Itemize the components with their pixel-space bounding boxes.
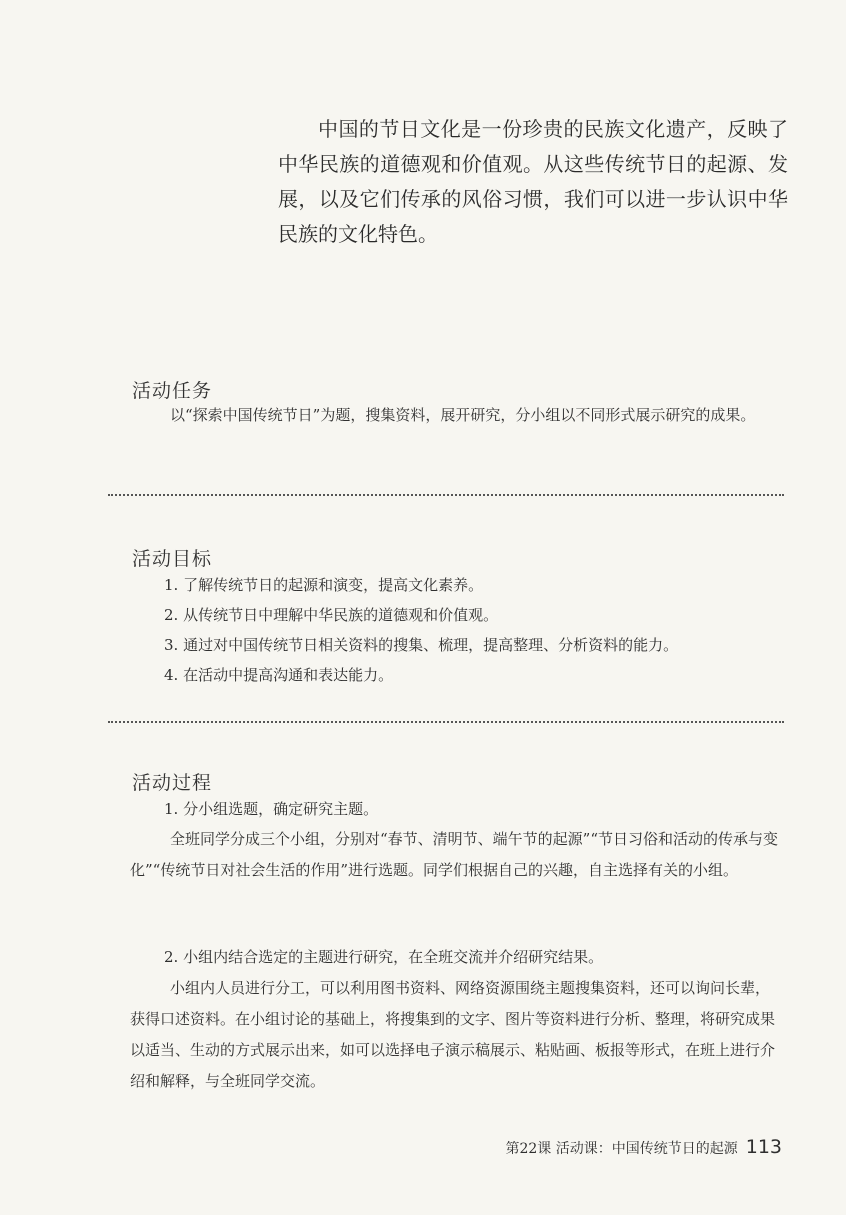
- footer-lesson-title: 第22课 活动课：中国传统节日的起源: [505, 1141, 738, 1157]
- goal-item: 2. 从传统节日中理解中华民族的道德观和价值观。: [164, 606, 499, 624]
- process-step1-title: 1. 分小组选题，确定研究主题。: [164, 800, 379, 818]
- task-text: 以“探索中国传统节日”为题，搜集资料，展开研究，分小组以不同形式展示研究的成果。: [170, 406, 756, 424]
- intro-paragraph: 中国的节日文化是一份珍贵的民族文化遗产，反映了中华民族的道德观和价值观。从这些传统节日的起源、发展，以及它们传承的风俗习惯，我们可以进一步认识中华民族的文化特色。: [278, 117, 788, 246]
- process-step1-text: 全班同学分成三个小组，分别对“春节、清明节、端午节的起源”“节日习俗和活动的传承与变化”“传统节日对社会生活的作用”进行选题。同学们根据自己的兴趣，自主选择有关的小组。: [130, 830, 779, 879]
- task-heading: 活动任务: [132, 380, 213, 402]
- process-step2-title: 2. 小组内结合选定的主题进行研究，在全班交流并介绍研究结果。: [164, 948, 604, 966]
- goal-item: 3. 通过对中国传统节日相关资料的搜集、梳理，提高整理、分析资料的能力。: [164, 636, 679, 654]
- page-number: 113: [745, 1136, 782, 1158]
- goal-item: 1. 了解传统节日的起源和演变，提高文化素养。: [164, 576, 484, 594]
- goals-list: [164, 570, 678, 690]
- process-step2-text: 小组内人员进行分工，可以利用图书资料、网络资源围绕主题搜集资料，还可以询问长辈，获得口述资料。在小组讨论的基础上，将搜集到的文字、图片等资料进行分析、整理，将研究成果以适当、生动的方式展示出来，如可以选择电子演示稿展示、粘贴画、板报等形式，在班上进行介绍和解释，与全班同学交流。: [130, 979, 776, 1090]
- divider: [108, 494, 784, 496]
- goal-item: 4. 在活动中提高沟通和表达能力。: [164, 666, 394, 684]
- process-heading: 活动过程: [132, 772, 213, 794]
- divider: [108, 721, 784, 723]
- page-footer: [505, 1136, 782, 1158]
- goals-heading: 活动目标: [132, 548, 213, 570]
